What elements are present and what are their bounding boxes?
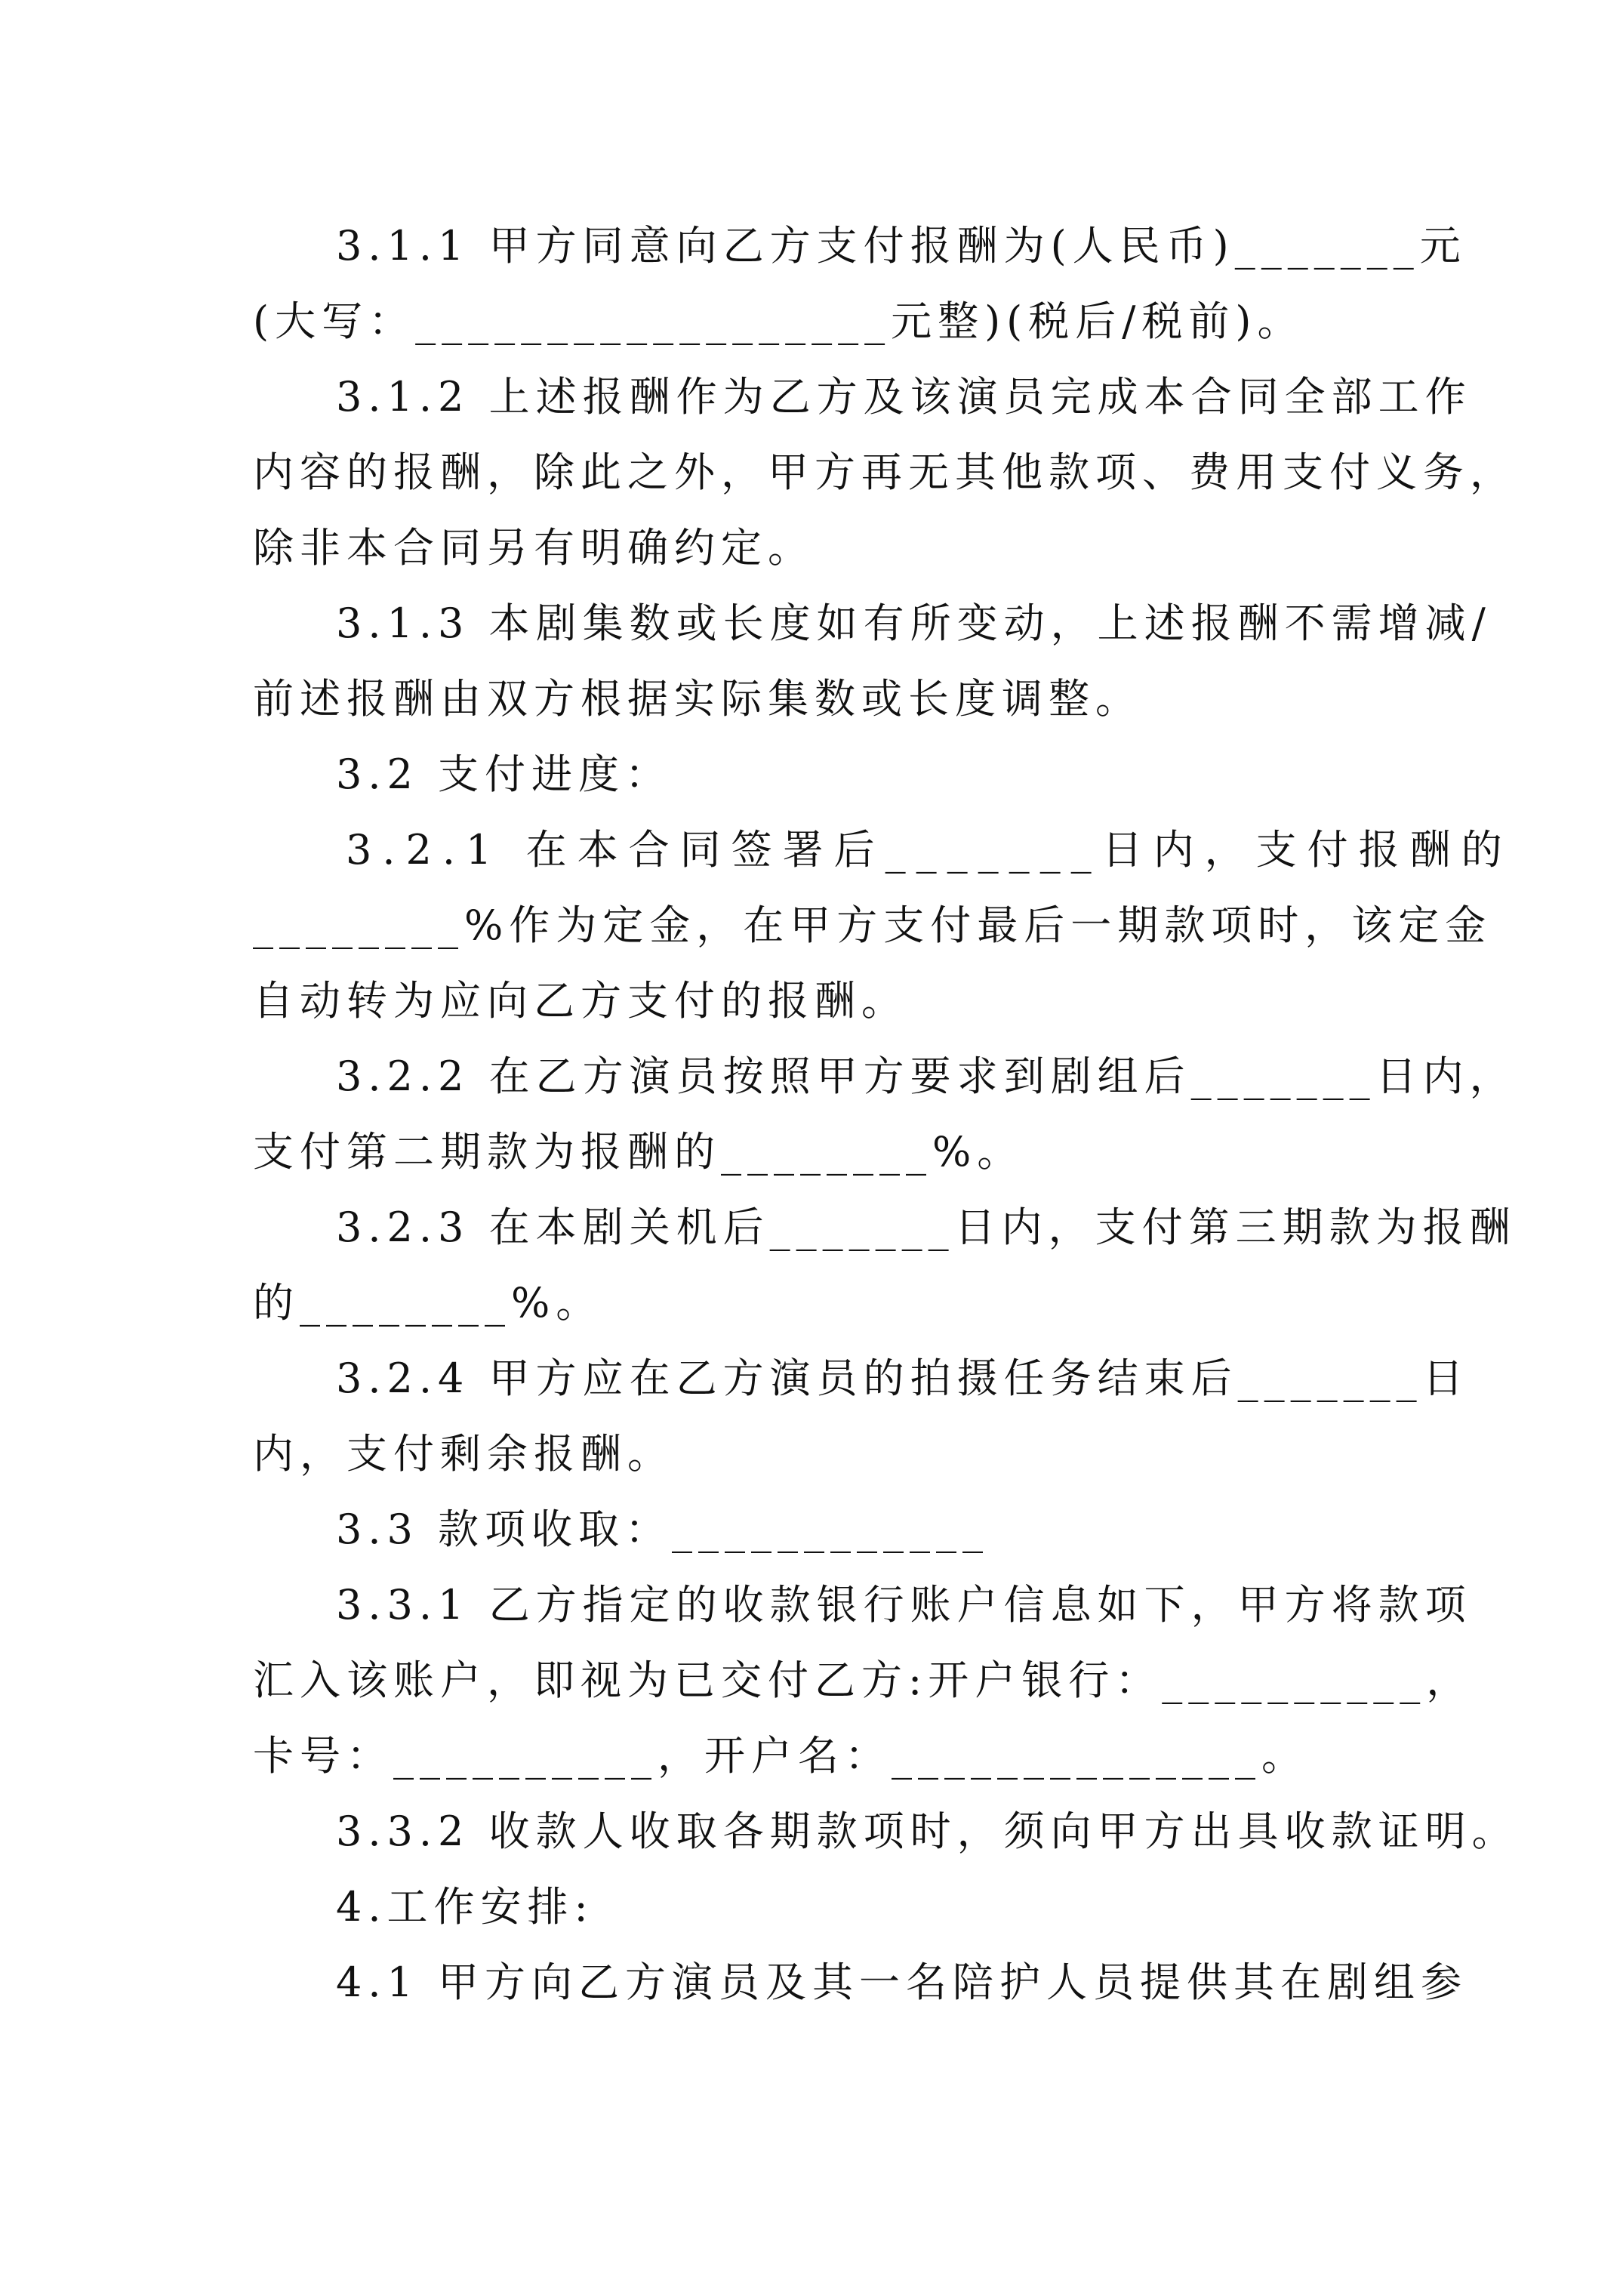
text-line: 3.1.1 甲方同意向乙方支付报酬为(人民币)_______元 bbox=[336, 222, 1467, 270]
text-line: 3.3 款项收取：____________ bbox=[336, 1505, 990, 1553]
text-line: 3.2.2 在乙方演员按照甲方要求到剧组后_______日内， bbox=[336, 1052, 1517, 1100]
text-line: 3.2 支付进度： bbox=[336, 750, 673, 798]
text-line: 自动转为应向乙方支付的报酬。 bbox=[253, 977, 908, 1025]
text-line: 4.工作安排: bbox=[336, 1883, 594, 1931]
text-line: 3.3.1 乙方指定的收款银行账户信息如下，甲方将款项 bbox=[336, 1581, 1472, 1629]
text-line: 内容的报酬，除此之外，甲方再无其他款项、费用支付义务， bbox=[253, 448, 1517, 496]
text-line: 卡号：__________，开户名：______________。 bbox=[253, 1732, 1308, 1780]
text-line: 汇入该账户，即视为已交付乙方:开户银行：__________， bbox=[253, 1657, 1474, 1704]
text-line: 的________%。 bbox=[253, 1279, 603, 1327]
text-line: 3.3.2 收款人收取各期款项时，须向甲方出具收款证明。 bbox=[336, 1808, 1519, 1855]
text-line: ________%作为定金，在甲方支付最后一期款项时，该定金 bbox=[253, 901, 1492, 949]
text-line: 内，支付剩余报酬。 bbox=[253, 1430, 674, 1478]
text-line: (大写：__________________元整)(税后/税前)。 bbox=[253, 297, 1304, 345]
text-line: 3.2.3 在本剧关机后_______日内，支付第三期款为报酬 bbox=[336, 1203, 1517, 1251]
text-line: 3.1.3 本剧集数或长度如有所变动，上述报酬不需增减/ bbox=[336, 599, 1492, 647]
text-line: 除非本合同另有明确约定。 bbox=[253, 524, 815, 572]
text-line: 3.2.4 甲方应在乙方演员的拍摄任务结束后_______日 bbox=[336, 1354, 1470, 1402]
text-line: 3.2.1 在本合同签署后_______日内，支付报酬的 bbox=[346, 826, 1513, 874]
text-line: 前述报酬由双方根据实际集数或长度调整。 bbox=[253, 675, 1142, 723]
text-line: 4.1 甲方向乙方演员及其一名陪护人员提供其在剧组参 bbox=[336, 1959, 1468, 2006]
text-line: 3.1.2 上述报酬作为乙方及该演员完成本合同全部工作 bbox=[336, 373, 1472, 421]
text-line: 支付第二期款为报酬的________%。 bbox=[253, 1128, 1024, 1176]
